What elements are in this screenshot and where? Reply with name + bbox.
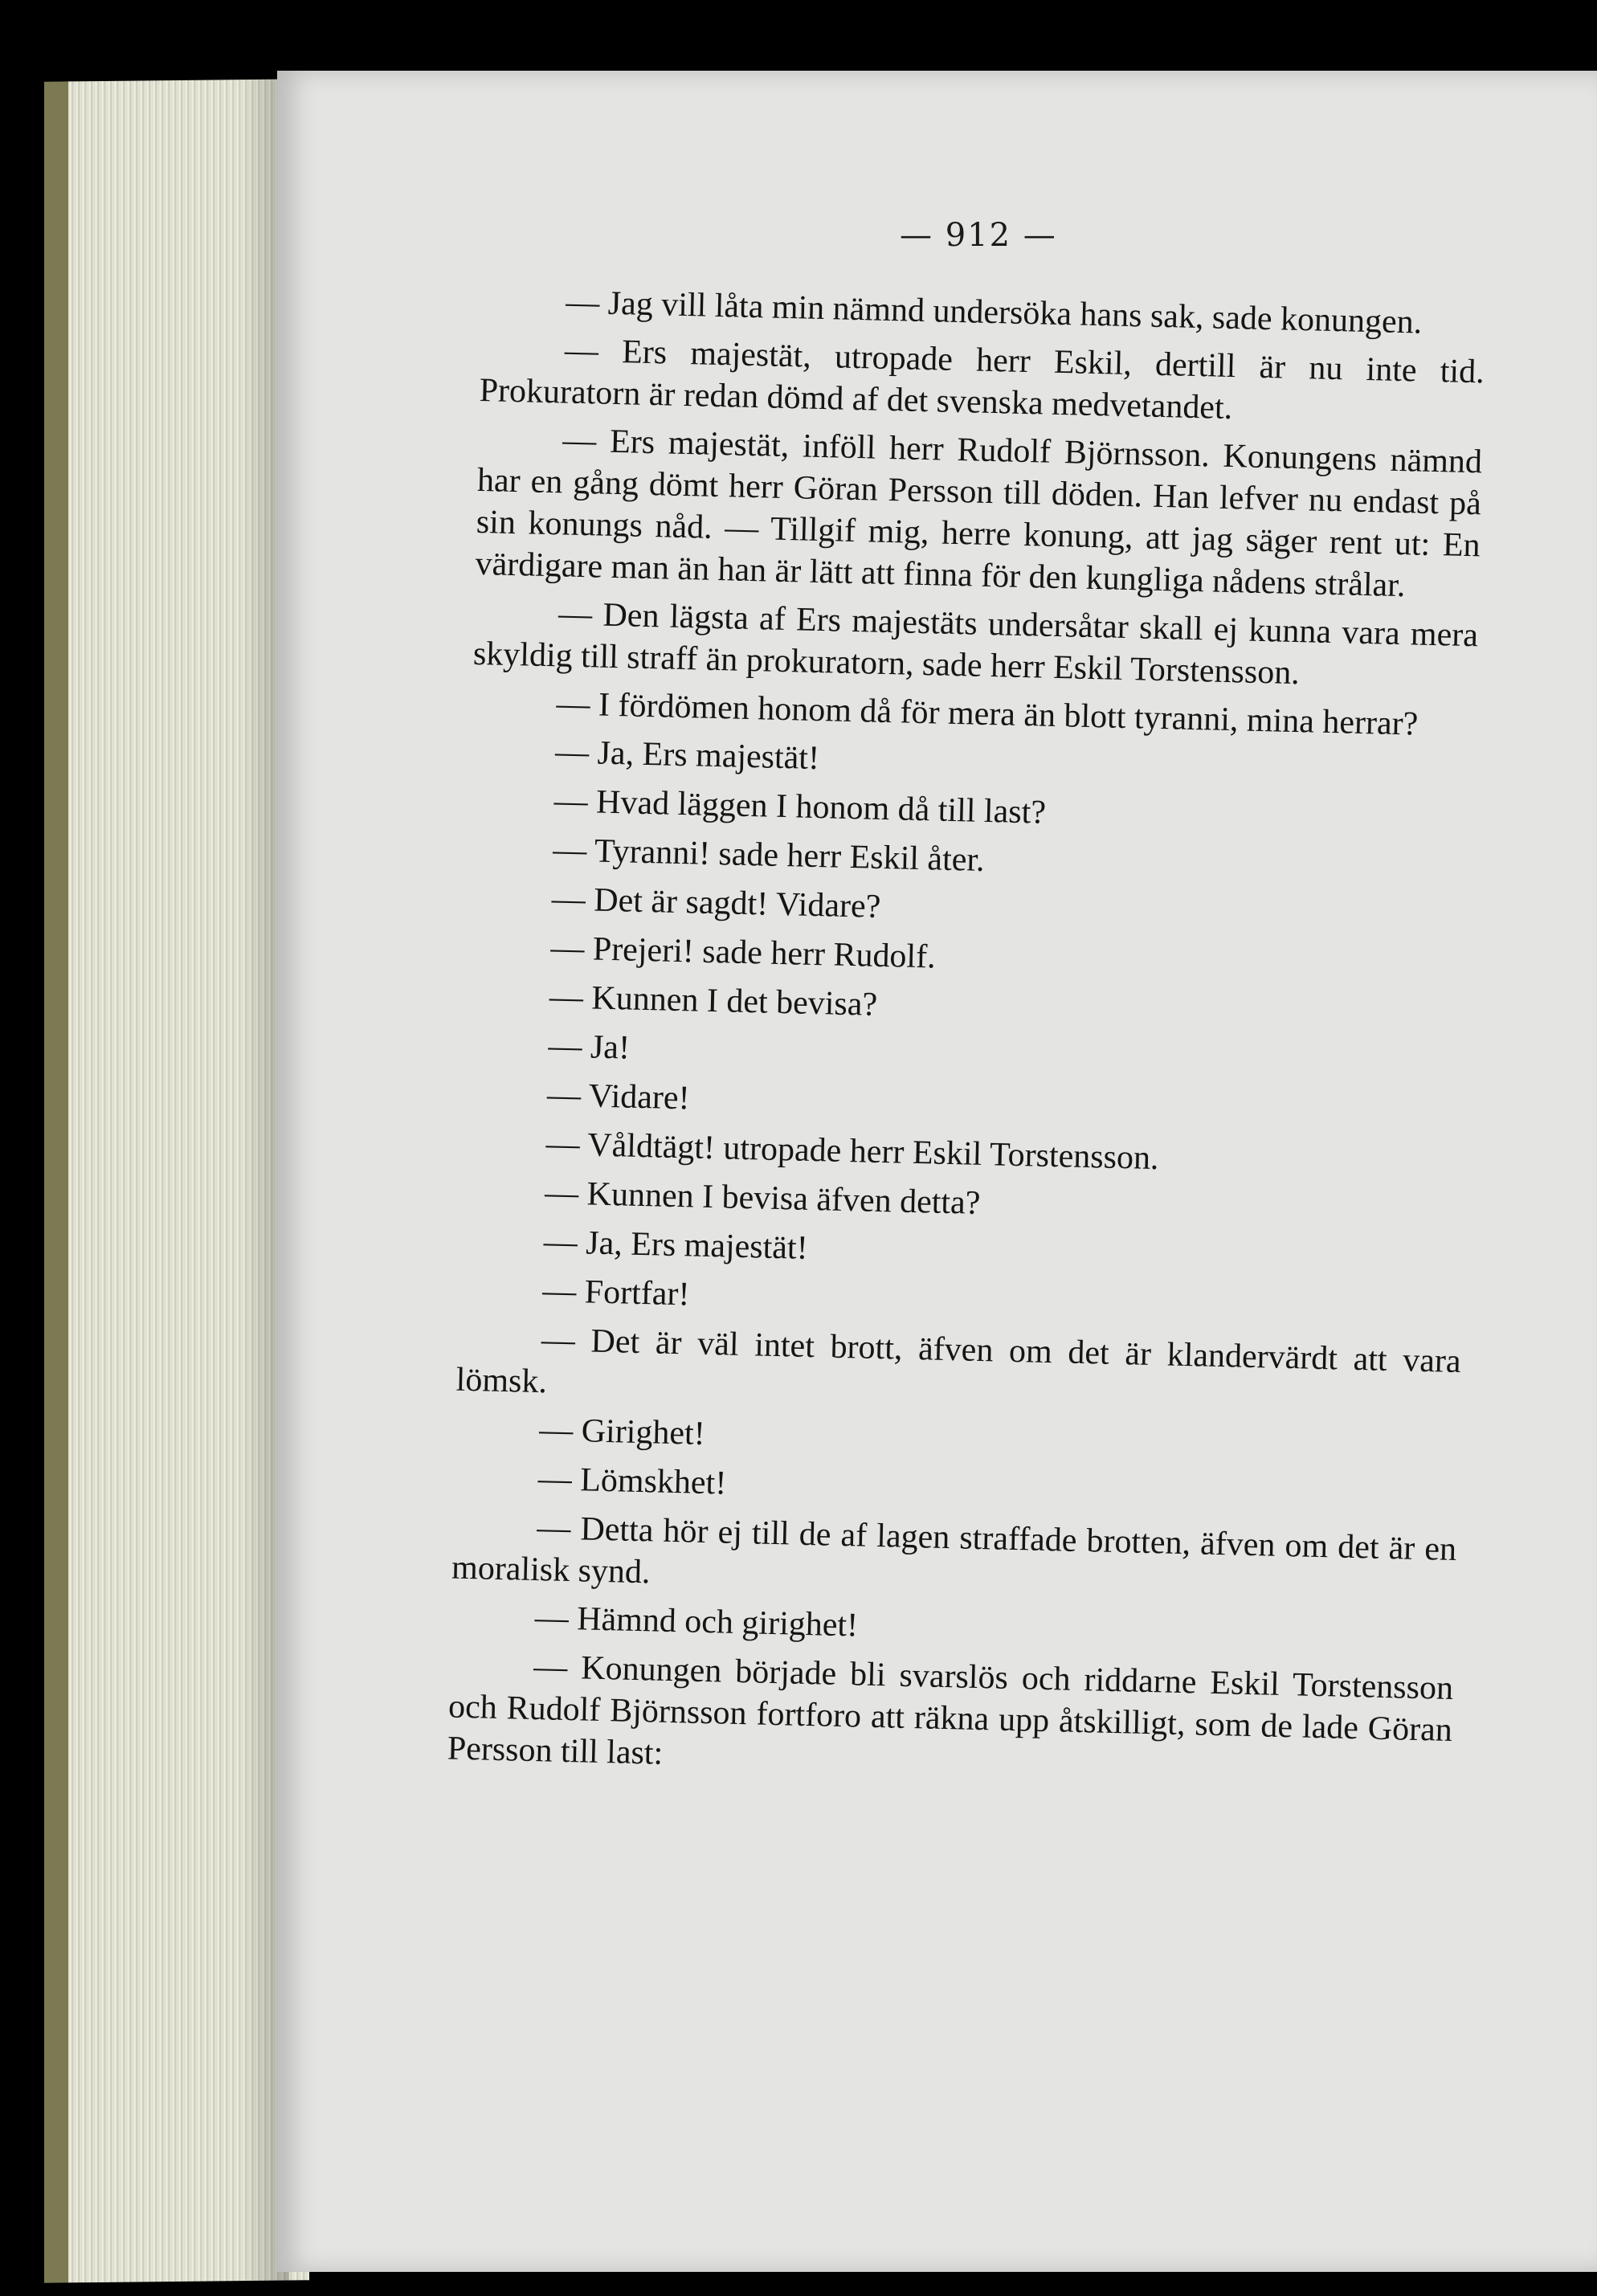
paragraph: — Det är väl intet brott, äfven om det är klandervärdt att vara lömsk. <box>455 1322 1462 1401</box>
paragraph: — Våldtägt! utropade herr Eskil Torstensson. <box>545 1126 1160 1178</box>
paragraph: — Fortfar! <box>541 1273 690 1313</box>
paragraph: — Hvad läggen I honom då till last? <box>553 782 1047 831</box>
paragraph: — Ja, Ers majestät! <box>543 1224 809 1267</box>
paragraph: — Den lägsta af Ers majestäts undersåtar skall ej kunna vara mera skyldig till straff än prokuratorn, sade herr Eskil Torstensson. <box>472 595 1479 692</box>
paragraph: — Konungen började bli svarslös och riddarne Eskil Torstensson och Rudolf Björnsson fortforo att räkna upp åtskilligt, som de lade Göran Persson till last: <box>447 1648 1454 1772</box>
paragraph: — Girighet! <box>538 1412 706 1452</box>
paragraph: — Ja! <box>548 1027 631 1067</box>
paragraph: — Ers majestät, inföll herr Rudolf Björnsson. Konungens nämnd har en gång dömt herr Göran Persson till döden. Han lefver nu endast på sin konungs nåd. — Tillgif mig, herre konung, att jag säger rent ut: En värdigare man än han är lätt att finna för den kungliga nådens strålar. <box>475 422 1483 605</box>
paragraph: — Hämnd och girighet! <box>534 1599 859 1644</box>
paragraph: — Jag vill låta min nämnd undersöka hans sak, sade konungen. <box>565 284 1423 341</box>
paragraph: — Vidare! <box>546 1077 691 1117</box>
paragraph: — Det är sagdt! Vidare? <box>551 880 881 925</box>
paragraph: — Ers majestät, utropade herr Eskil, dertill är nu inte tid. Prokuratorn är redan dömd af det svenska medvetandet. <box>479 332 1485 427</box>
paragraph: — Ja, Ers majestät! <box>554 733 820 778</box>
paragraph: — I fördömen honom då för mera än blott tyranni, mina herrar? <box>556 685 1419 743</box>
text-block <box>447 280 1486 1800</box>
page-number: — 912 — <box>900 217 1057 254</box>
paragraph: — Kunnen I bevisa äfven detta? <box>544 1175 981 1222</box>
paragraph: — Tyranni! sade herr Eskil åter. <box>552 831 986 879</box>
paragraph: — Kunnen I det bevisa? <box>549 978 878 1023</box>
paragraph: — Lömskhet! <box>537 1461 727 1502</box>
paragraph: — Detta hör ej till de af lagen straffade brotten, äfven om det är en moralisk synd. <box>451 1510 1457 1591</box>
paragraph: — Prejeri! sade herr Rudolf. <box>549 929 937 976</box>
